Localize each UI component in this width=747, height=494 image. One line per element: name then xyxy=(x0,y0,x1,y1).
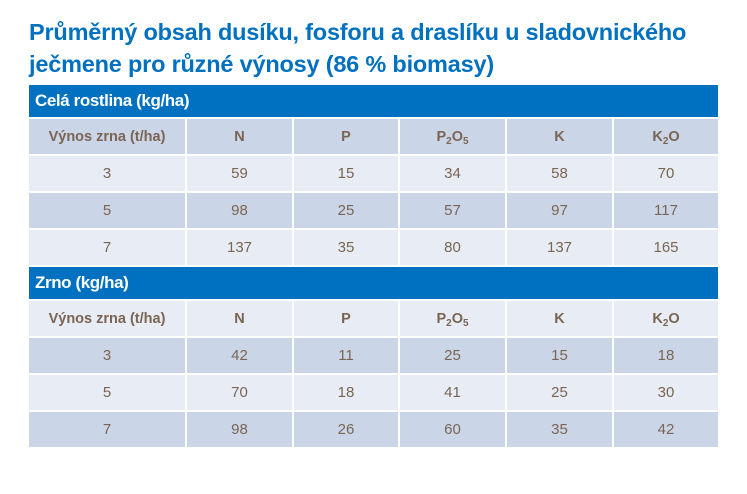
col-k2o: $K_2O$ xyxy=(613,118,719,155)
cell: 57 xyxy=(399,192,506,229)
col-k: K xyxy=(506,300,613,337)
section-header-grain xyxy=(28,266,719,300)
cell: 3 xyxy=(28,155,186,192)
cell: 80 xyxy=(399,229,506,266)
col-p2o5: $P_2O_5$ xyxy=(399,118,506,155)
col-yield: Výnos zrna (t/ha) xyxy=(28,300,186,337)
cell: 59 xyxy=(186,155,293,192)
column-header-row xyxy=(28,300,719,337)
section-header-whole-plant xyxy=(28,84,719,118)
cell: 15 xyxy=(293,155,399,192)
cell: 35 xyxy=(506,411,613,448)
cell: 42 xyxy=(613,411,719,448)
cell: 98 xyxy=(186,411,293,448)
cell: 3 xyxy=(28,337,186,374)
table-row xyxy=(28,192,719,229)
table-row xyxy=(28,374,719,411)
cell: 30 xyxy=(613,374,719,411)
cell: 25 xyxy=(293,192,399,229)
table-row xyxy=(28,337,719,374)
table-row xyxy=(28,229,719,266)
col-n: N xyxy=(186,300,293,337)
cell: 97 xyxy=(506,192,613,229)
title-line-1: Průměrný obsah dusíku, fosforu a draslíku u sladovnického xyxy=(29,19,687,45)
slide-title xyxy=(29,16,739,80)
cell: 25 xyxy=(399,337,506,374)
cell: 26 xyxy=(293,411,399,448)
cell: 98 xyxy=(186,192,293,229)
cell: 60 xyxy=(399,411,506,448)
cell: 58 xyxy=(506,155,613,192)
cell: 25 xyxy=(506,374,613,411)
cell: 18 xyxy=(293,374,399,411)
title-line-2: ječmene pro různé výnosy (86 % biomasy) xyxy=(29,51,494,77)
col-k: K xyxy=(506,118,613,155)
column-header-row xyxy=(28,118,719,155)
col-n: N xyxy=(186,118,293,155)
cell: 15 xyxy=(506,337,613,374)
table-row xyxy=(28,155,719,192)
cell: 41 xyxy=(399,374,506,411)
cell: 137 xyxy=(186,229,293,266)
cell: 70 xyxy=(613,155,719,192)
cell: 34 xyxy=(399,155,506,192)
section-title: Celá rostlina (kg/ha) xyxy=(28,84,719,118)
cell: 42 xyxy=(186,337,293,374)
col-p: P xyxy=(293,300,399,337)
cell: 117 xyxy=(613,192,719,229)
cell: 11 xyxy=(293,337,399,374)
col-k2o: $K_2O$ xyxy=(613,300,719,337)
cell: 7 xyxy=(28,411,186,448)
table-row xyxy=(28,411,719,448)
section-title: Zrno (kg/ha) xyxy=(28,266,719,300)
cell: 5 xyxy=(28,192,186,229)
cell: 70 xyxy=(186,374,293,411)
nutrient-table xyxy=(27,83,720,449)
col-p2o5: $P_2O_5$ xyxy=(399,300,506,337)
cell: 7 xyxy=(28,229,186,266)
col-p: P xyxy=(293,118,399,155)
cell: 5 xyxy=(28,374,186,411)
cell: 35 xyxy=(293,229,399,266)
cell: 137 xyxy=(506,229,613,266)
cell: 18 xyxy=(613,337,719,374)
cell: 165 xyxy=(613,229,719,266)
col-yield: Výnos zrna (t/ha) xyxy=(28,118,186,155)
